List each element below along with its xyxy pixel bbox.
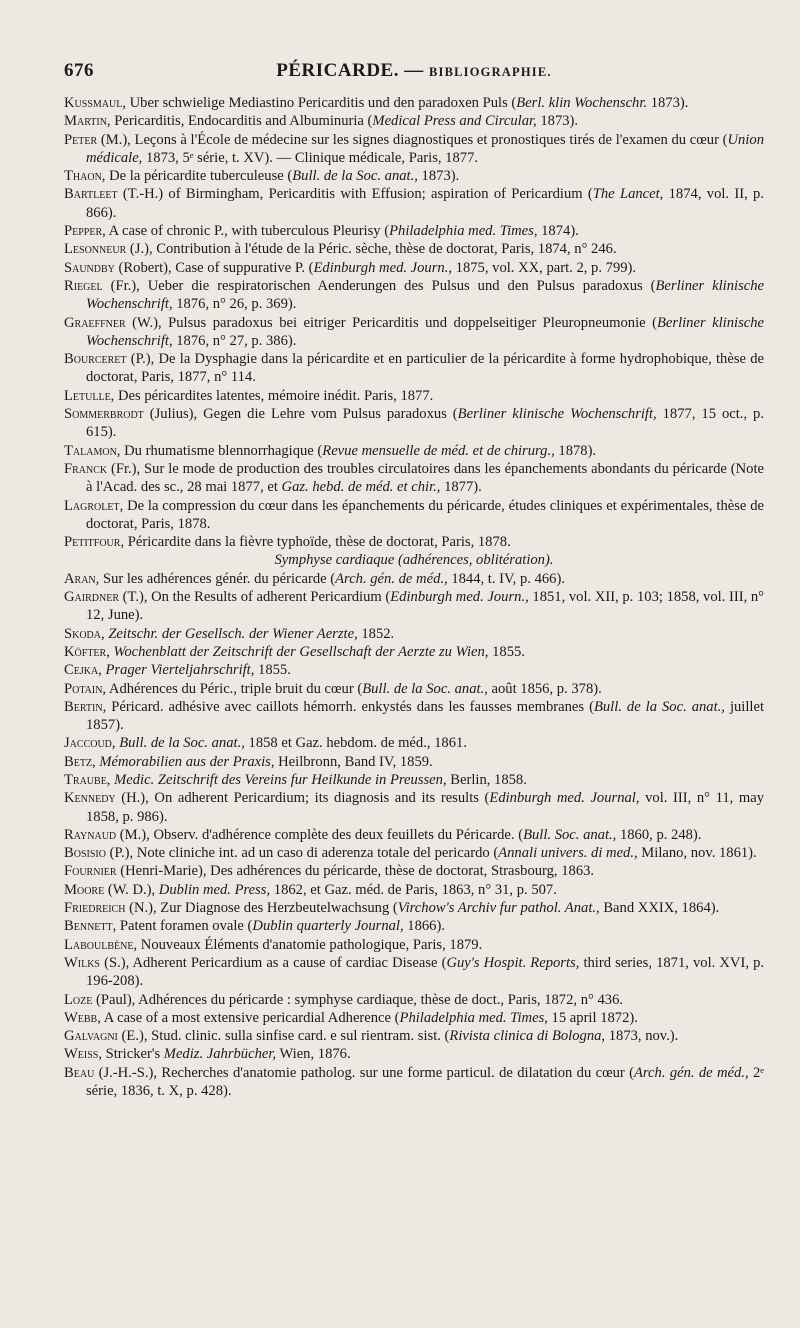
entry-author: Bosisio	[64, 845, 106, 862]
entry-text: (Fr.), Ueber die respiratorischen Aenderungen des Pulsus und den Pulsus paradoxus (	[102, 277, 656, 294]
entry-author: Martin,	[64, 113, 111, 130]
entry-text: A case of a most extensive pericardial Adherence (	[100, 1009, 400, 1026]
entry-details: 1874, vol. II, p. 866).	[86, 186, 764, 221]
entry-details: 1873).	[647, 95, 689, 111]
entry-text: (J.), Contribution à l'étude de la Péric. sèche, thèse de doctorat, Paris, 1874, n° 246.	[126, 241, 617, 258]
bibliography-entry	[64, 240, 764, 258]
bibliography-entry	[64, 185, 764, 222]
bibliography-entry	[64, 954, 764, 991]
bibliography-entry	[64, 1045, 764, 1063]
entry-source: Berliner klinische Wochenschrift,	[86, 314, 764, 349]
bibliography	[64, 94, 764, 1100]
page-header	[64, 56, 764, 92]
bibliography-entry	[64, 259, 764, 277]
bibliography-entry	[64, 625, 764, 643]
bibliography-entry	[64, 1064, 764, 1101]
entry-author: Galvagni	[64, 1028, 118, 1045]
bibliography-entry	[64, 917, 764, 935]
entry-source: Zeitschr. der Gesellsch. der Wiener Aerzte,	[108, 625, 358, 642]
entry-details: 1862, et Gaz. méd. de Paris, 1863, n° 31, p. 507.	[270, 881, 557, 898]
entry-details: 1855.	[254, 662, 291, 679]
entry-details: Band XXIX, 1864).	[599, 900, 720, 917]
entry-text: Péricardite dans la fièvre typhoïde, thèse de doctorat, Paris, 1878.	[124, 534, 511, 551]
entry-author: Jaccoud,	[64, 735, 116, 752]
entry-source: Annali univers. di med.,	[498, 845, 638, 862]
entry-source: Berl. klin Wochenschr.	[516, 95, 648, 111]
bibliography-entry	[64, 314, 764, 351]
entry-text: (Paul), Adhérences du péricarde : symphyse cardiaque, thèse de doct., Paris, 1872, n° 436.	[92, 991, 624, 1008]
entry-source: Dublin quarterly Journal,	[252, 918, 404, 935]
entry-text: Du rhumatisme blennorrhagique (	[120, 442, 323, 459]
entry-details: août 1856, p. 378).	[487, 680, 602, 697]
entry-source: Arch. gén. de méd.,	[335, 570, 448, 587]
entry-source: Union médicale,	[86, 131, 764, 166]
section-heading-close: ).	[544, 552, 554, 569]
entry-source: Philadelphia med. Times,	[389, 223, 538, 240]
entry-details: 1877, 15 oct., p. 615).	[86, 406, 764, 441]
entry-details: 1876, n° 26, p. 369).	[172, 296, 297, 313]
bibliography-entry	[64, 387, 764, 405]
bibliography-entry	[64, 936, 764, 954]
entry-text: (W. D.),	[104, 881, 159, 898]
entry-text: (P.), De la Dysphagie dans la péricardite et en particulier de la péricardite à forme hydrophobique, thèse de doctorat, Paris, 1877, n° 114.	[86, 351, 764, 386]
entry-author: Loze	[64, 991, 93, 1008]
entry-details: 2ᵉ série, 1836, t. X, p. 428).	[86, 1064, 764, 1100]
entry-author: Franck	[64, 460, 108, 477]
entry-author: Letulle,	[64, 387, 115, 404]
entry-details: 1876, n° 27, p. 386).	[172, 332, 297, 349]
entry-text: Péricard. adhésive avec caillots hémorrh. enkystés dans les fausses membranes (	[106, 698, 594, 715]
bibliography-entry	[64, 405, 764, 442]
entry-author: Raynaud	[64, 826, 117, 843]
entry-source: Berliner klinische Wochenschrift,	[86, 277, 764, 313]
bibliography-entry	[64, 588, 764, 625]
entry-author: Potain,	[64, 680, 107, 697]
entry-text: De la péricardite tuberculeuse (	[105, 168, 293, 185]
entry-text: (M.), Leçons à l'École de médecine sur les signes diagnostiques et pronostiques tirés de l'examen du cœur (	[97, 131, 728, 148]
entry-author: Traube,	[64, 771, 111, 788]
entry-text: (Robert), Case of suppurative P. (	[114, 259, 314, 276]
bibliography-entry	[64, 442, 764, 460]
bibliography-entry	[64, 862, 764, 880]
entry-text: Adhérences du Péric., triple bruit du cœur (	[106, 680, 363, 697]
entry-source: Bull. de la Soc. anat.,	[593, 698, 725, 715]
entry-details: 1873).	[536, 113, 579, 130]
entry-author: Pepper,	[64, 223, 106, 240]
section-heading-sub: adhérences, oblitération	[402, 552, 545, 569]
running-title: PÉRICARDE.	[276, 60, 399, 81]
entry-source: Edinburgh med. Journ.,	[390, 589, 529, 606]
entry-author: Wilks	[64, 954, 100, 971]
bibliography-entry	[64, 167, 764, 185]
bibliography-entry	[64, 789, 764, 826]
entry-source: Medic. Zeitschrift des Vereins fur Heilkunde in Preussen,	[114, 771, 447, 788]
entry-source: Medical Press and Circular,	[372, 113, 537, 130]
entry-details: Berlin, 1858.	[446, 771, 527, 788]
entry-source: The Lancet,	[592, 186, 664, 203]
entry-source: Mémorabilien aus der Praxis,	[99, 753, 275, 770]
entry-details: 1873).	[417, 168, 460, 185]
page-number: 676	[64, 60, 94, 81]
entry-text: Pericarditis, Endocarditis and Albuminuria (	[110, 113, 373, 130]
section-heading	[64, 551, 764, 569]
entry-details: Wien, 1876.	[276, 1046, 351, 1063]
entry-source: Mediz. Jahrbücher,	[163, 1046, 277, 1063]
entry-source: Bull. de la Soc. anat.,	[362, 680, 488, 697]
bibliography-entry	[64, 844, 764, 862]
bibliography-entry	[64, 350, 764, 387]
entry-author: Kennedy	[64, 790, 116, 807]
entry-author: Lagrolet,	[64, 497, 124, 514]
bibliography-entry	[64, 698, 764, 735]
bibliography-entry	[64, 771, 764, 789]
entry-author: Lesonneur	[64, 241, 127, 258]
entry-author: Bartleet	[64, 186, 118, 203]
entry-source: Bull. de la Soc. anat.,	[119, 735, 245, 752]
running-head	[64, 60, 764, 82]
entry-source: Revue mensuelle de méd. et de chirurg.,	[322, 442, 555, 459]
bibliography-entry	[64, 131, 764, 168]
bibliography-entry	[64, 643, 764, 661]
entry-details: 1866).	[403, 918, 445, 935]
entry-details: 1855.	[488, 643, 525, 660]
entry-details: 1858 et Gaz. hebdom. de méd., 1861.	[244, 735, 467, 752]
bibliography-entry	[64, 94, 764, 112]
entry-author: Petitfour,	[64, 534, 125, 551]
bibliography-entry	[64, 991, 764, 1009]
entry-details: Milano, nov. 1861).	[637, 845, 757, 862]
bibliography-entry	[64, 826, 764, 844]
entry-details: 1844, t. IV, p. 466).	[447, 570, 565, 587]
entry-source: Virchow's Archiv fur pathol. Anat.,	[397, 900, 600, 917]
entry-text: (T.-H.) of Birmingham, Pericarditis with Effusion; aspiration of Pericardium (	[117, 186, 593, 203]
entry-text: (Fr.), Sur le mode de production des troubles circulatoires dans les épanchements abondants du péricarde (Note à l'Acad. des sc., 28 mai 1877, et	[86, 460, 764, 496]
entry-text: (H.), On adherent Pericardium; its diagnosis and its results (	[115, 790, 490, 807]
running-subtitle: BIBLIOGRAPHIE.	[428, 65, 552, 79]
entry-author: Beau	[64, 1064, 95, 1081]
entry-author: Betz,	[64, 753, 96, 770]
entry-details: 1860, p. 248).	[616, 826, 702, 843]
entry-details: 1878).	[554, 442, 597, 459]
entry-text: Uber schwielige Mediastino Pericarditis und den paradoxen Puls (	[125, 95, 517, 111]
entry-source: Rivista clinica di Bologna,	[449, 1028, 606, 1045]
entry-author: Graeffner	[64, 314, 126, 331]
entry-text: Stricker's	[101, 1046, 164, 1063]
entry-author: Webb,	[64, 1009, 101, 1026]
entry-source: Bull. Soc. anat.,	[523, 826, 617, 843]
entry-text: Des péricardites latentes, mémoire inédit. Paris, 1877.	[114, 387, 434, 404]
bibliography-entry	[64, 570, 764, 588]
bibliography-entry	[64, 222, 764, 240]
entry-author: Weiss,	[64, 1046, 102, 1063]
entry-details: vol. III, n° 11, may 1858, p. 986).	[86, 790, 764, 825]
entry-details: juillet 1857).	[86, 698, 765, 734]
entry-author: Fournier	[64, 863, 117, 880]
entry-author: Bennett,	[64, 918, 117, 935]
entry-text: (S.), Adherent Pericardium as a cause of cardiac Disease (	[100, 954, 447, 971]
bibliography-list-pericarditis	[64, 94, 764, 551]
entry-text: (T.), On the Results of adherent Pericardium (	[118, 589, 391, 606]
bibliography-entry	[64, 753, 764, 771]
entry-source: Edinburgh med. Journal,	[489, 790, 640, 807]
entry-author: Moore	[64, 881, 105, 898]
bibliography-entry	[64, 1027, 764, 1045]
entry-author: Friedreich	[64, 900, 126, 917]
running-separator: —	[404, 60, 424, 81]
bibliography-list-symphyse	[64, 570, 764, 1101]
entry-source: Berliner klinische Wochenschrift,	[457, 406, 657, 423]
entry-text: (M.), Observ. d'adhérence complète des deux feuillets du Péricarde. (	[116, 826, 524, 843]
entry-author: Laboulbène,	[64, 936, 138, 953]
bibliography-entry	[64, 899, 764, 917]
entry-source: Arch. gén. de méd.,	[634, 1064, 749, 1081]
entry-details: 1877).	[440, 479, 482, 496]
entry-author: Bourceret	[64, 351, 127, 368]
entry-source: Philadelphia med. Times,	[399, 1009, 548, 1026]
entry-author: Riegel	[64, 277, 103, 294]
entry-author: Talamon,	[64, 442, 121, 459]
entry-author: Skoda,	[64, 625, 105, 642]
entry-text: (Julius), Gegen die Lehre vom Pulsus paradoxus (	[143, 406, 458, 423]
entry-author: Gairdner	[64, 589, 119, 606]
entry-source: Bull. de la Soc. anat.,	[292, 168, 418, 185]
bibliography-entry	[64, 112, 764, 130]
entry-text: (N.), Zur Diagnose des Herzbeutelwachsung (	[125, 900, 398, 917]
bibliography-entry	[64, 277, 764, 314]
entry-details: Heilbronn, Band IV, 1859.	[274, 753, 433, 770]
entry-details: 1852.	[357, 625, 395, 642]
entry-details: 15 april 1872).	[547, 1009, 638, 1026]
entry-details: 1851, vol. XII, p. 103; 1858, vol. III, n° 12, June).	[86, 589, 765, 624]
entry-source: Wochenblatt der Zeitschrift der Gesellschaft der Aerzte zu Wien,	[113, 643, 489, 660]
entry-details: 1873, 5ᵉ série, t. XV). — Clinique médicale, Paris, 1877.	[142, 149, 479, 166]
entry-source: Edinburgh med. Journ.,	[313, 259, 453, 276]
entry-source: Guy's Hospit. Reports,	[446, 954, 580, 971]
entry-text: (Henri-Marie), Des adhérences du péricarde, thèse de doctorat, Strasbourg, 1863.	[116, 863, 595, 880]
entry-author: Thaon,	[64, 168, 106, 185]
entry-text: Nouveaux Éléments d'anatomie pathologique, Paris, 1879.	[137, 936, 483, 953]
entry-author: Peter	[64, 131, 98, 148]
bibliography-entry	[64, 680, 764, 698]
entry-text: De la compression du cœur dans les épanchements du péricarde, études cliniques et expérimentales, thèse de doctorat, Paris, 1878.	[86, 497, 764, 532]
entry-text: (E.), Stud. clinic. sulla sinfise card. e sul rientram. sist. (	[117, 1028, 450, 1045]
entry-author: Aran,	[64, 570, 100, 587]
entry-author: Cejka,	[64, 662, 102, 679]
bibliography-entry	[64, 460, 764, 497]
entry-text: (P.), Note cliniche int. ad un caso di aderenza totale del pericardo (	[105, 845, 499, 862]
entry-details: 1875, vol. XX, part. 2, p. 799).	[452, 259, 637, 276]
bibliography-entry	[64, 734, 764, 752]
entry-text: A case of chronic P., with tuberculous Pleurisy (	[105, 223, 390, 240]
bibliography-entry	[64, 533, 764, 551]
entry-author: Sommerbrodt	[64, 406, 144, 423]
bibliography-entry	[64, 881, 764, 899]
entry-source: Dublin med. Press,	[158, 881, 271, 898]
entry-author: Kussmaul,	[64, 95, 126, 111]
entry-author: Köfter,	[64, 643, 110, 660]
entry-text: (J.-H.-S.), Recherches d'anatomie patholog. sur une forme particul. de dilatation du cœur (	[94, 1064, 634, 1081]
entry-text: Patent foramen ovale (	[116, 918, 253, 935]
entry-source: Prager Vierteljahrschrift,	[105, 662, 255, 679]
entry-source: Gaz. hebd. de méd. et chir.,	[281, 479, 441, 496]
entry-author: Saundby	[64, 259, 115, 276]
section-heading-main: Symphyse cardiaque	[274, 552, 395, 569]
bibliography-entry	[64, 497, 764, 534]
entry-author: Bertin,	[64, 698, 107, 715]
entry-details: third series, 1871, vol. XVI, p. 196-208).	[86, 954, 765, 990]
bibliography-entry	[64, 1009, 764, 1027]
bibliography-entry	[64, 661, 764, 679]
entry-text: Sur les adhérences génér. du péricarde (	[99, 570, 336, 587]
entry-text: (W.), Pulsus paradoxus bei eitriger Pericarditis und doppelseitiger Pleuropneumonie (	[125, 314, 657, 331]
entry-details: 1874).	[537, 223, 579, 240]
section-heading-open: (	[394, 552, 403, 569]
entry-details: 1873, nov.).	[605, 1028, 679, 1045]
